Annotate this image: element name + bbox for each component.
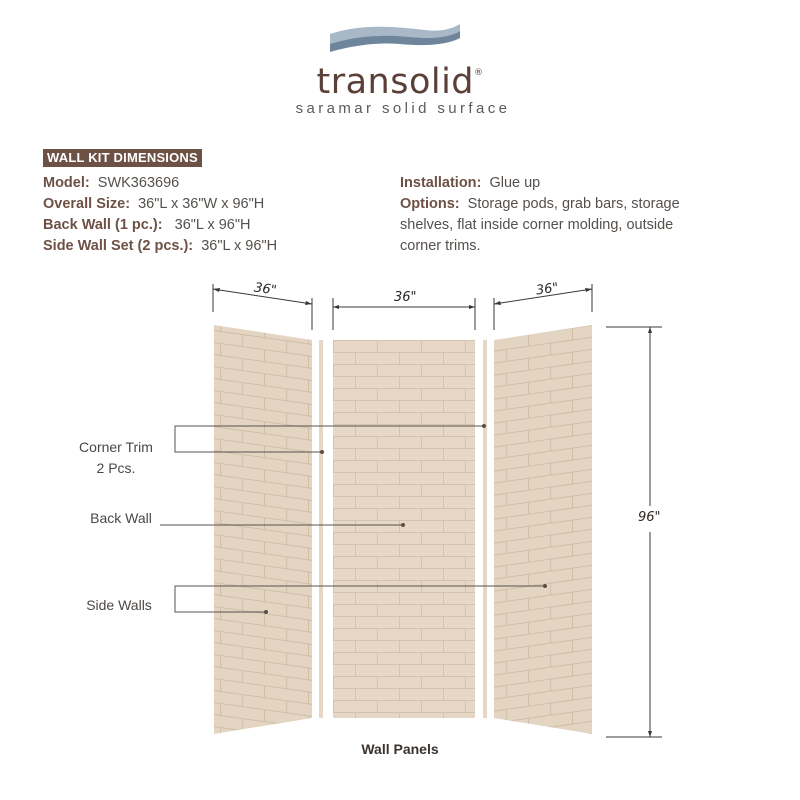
callout-back-wall: Back Wall	[90, 510, 152, 526]
brand-tagline: saramar solid surface	[295, 100, 511, 117]
brand-name: transolid®	[316, 62, 484, 102]
diagram-caption: Wall Panels	[361, 741, 439, 757]
right-side-wall-panel	[494, 325, 592, 734]
callout-side-walls: Side Walls	[86, 597, 152, 613]
back-wall-panel	[333, 340, 475, 718]
left-side-wall-panel	[214, 325, 312, 734]
spec-installation: Installation: Glue up	[400, 175, 541, 191]
height-label: 96"	[638, 510, 661, 525]
section-title: WALL KIT DIMENSIONS	[43, 149, 202, 167]
spec-model: Model: SWK363696	[43, 175, 180, 191]
corner-trim-left	[319, 340, 323, 718]
spec-side-wall-set: Side Wall Set (2 pcs.): 36"L x 96"H	[43, 238, 278, 254]
spec-back-wall: Back Wall (1 pc.): 36"L x 96"H	[43, 217, 251, 233]
spec-overall-size: Overall Size: 36"L x 36"W x 96"H	[43, 196, 265, 212]
corner-trim-right	[483, 340, 487, 718]
right-width-label: 36"	[535, 280, 560, 299]
back-width-label: 36"	[394, 290, 417, 305]
callout-corner-trim: Corner Trim 2 Pcs.	[79, 439, 153, 476]
spec-options: Options: Storage pods, grab bars, storage shelves, flat inside corner molding, outside corner trims.	[400, 196, 680, 254]
left-width-label: 36"	[253, 280, 278, 299]
